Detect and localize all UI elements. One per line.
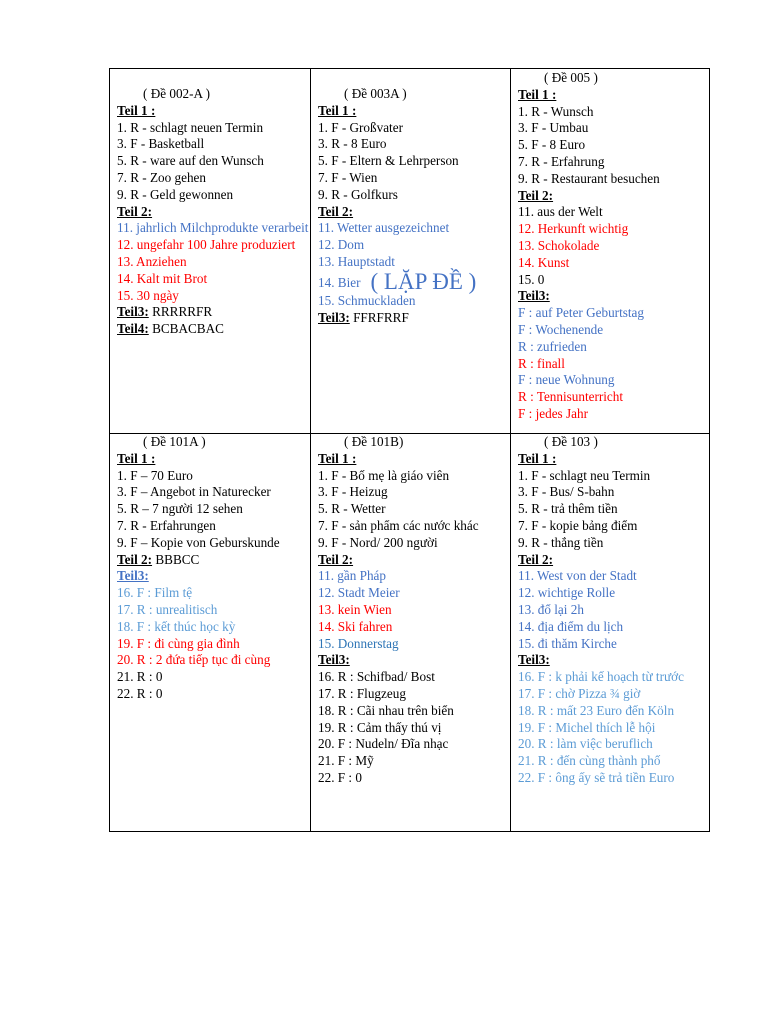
answer-text: 21. R : 0	[117, 669, 163, 685]
answer-text: R : Tennisunterricht	[518, 389, 624, 405]
section-label: Teil3:	[117, 304, 149, 320]
answer-line	[518, 406, 709, 423]
answer-text: F : neue Wohnung	[518, 372, 615, 388]
answer-line	[117, 468, 310, 485]
answer-text: 15. Donnerstag	[318, 635, 399, 651]
section-answers: RRRRRFR	[148, 304, 213, 320]
answer-line	[318, 170, 510, 187]
answer-text: 7. R - Zoo gehen	[117, 169, 206, 185]
answer-line	[117, 518, 310, 535]
answer-text: 5. R – 7 người 12 sehen	[117, 501, 243, 517]
answer-text: 18. F : kết thúc học kỳ	[117, 618, 236, 634]
answer-text: 20. R : 2 đứa tiếp tục đi cùng	[117, 652, 271, 668]
answer-line	[518, 255, 709, 272]
section-label: Teil 1 :	[117, 102, 156, 118]
answer-line	[117, 652, 310, 669]
answer-line	[318, 310, 510, 327]
answer-line	[518, 451, 709, 468]
answer-text: F : Wochenende	[518, 321, 604, 337]
answer-line	[518, 552, 709, 569]
answer-line	[117, 237, 310, 254]
answer-text: 14. địa điểm du lịch	[518, 618, 624, 634]
answer-text: 14. Bier	[318, 274, 361, 290]
exam-heading: ( Đề 101A )	[143, 434, 206, 449]
answer-text: 13. kein Wien	[318, 601, 392, 617]
answer-text: 1. F - Bố mẹ là giáo viên	[318, 467, 450, 483]
section-answers: BCBACBAC	[148, 321, 224, 337]
answer-text: 13. đổ lại 2h	[518, 601, 584, 617]
cell-de-103	[510, 433, 709, 831]
answer-text: 17. F : chờ Pizza ¾ giờ	[518, 685, 641, 701]
answer-line	[318, 736, 510, 753]
answer-text: 16. F : k phải kế hoạch từ trước	[518, 669, 684, 685]
answer-text: 18. R : Cãi nhau trên biển	[318, 702, 454, 718]
answer-text: 9. R - Restaurant besuchen	[518, 170, 660, 186]
answer-line	[518, 636, 709, 653]
answer-text: 19. F : đi cùng gia đình	[117, 635, 240, 651]
answer-text: 15. 0	[518, 271, 545, 287]
answer-line	[518, 137, 709, 154]
answer-text: 17. R : Flugzeug	[318, 685, 406, 701]
answer-text: 16. R : Schifbad/ Bost	[318, 669, 435, 685]
exam-heading: ( Đề 005 )	[544, 70, 598, 85]
answer-line	[117, 254, 310, 271]
answer-line	[318, 585, 510, 602]
answer-line	[318, 204, 510, 221]
section-label: Teil3:	[518, 288, 550, 304]
answer-line	[518, 372, 709, 389]
cell-de-002a	[110, 69, 310, 433]
answer-text: 15. Schmuckladen	[318, 292, 416, 308]
answer-text: 3. F - Bus/ S-bahn	[518, 484, 615, 500]
answer-text: 13. Hauptstadt	[318, 253, 395, 269]
section-label: Teil 1 :	[518, 450, 557, 466]
answer-line	[318, 552, 510, 569]
answer-line	[117, 484, 310, 501]
answer-line	[318, 518, 510, 535]
answer-text: 7. F - Wien	[318, 169, 378, 185]
answer-text: R : zufrieden	[518, 338, 587, 354]
answer-line	[518, 468, 709, 485]
answer-line	[518, 288, 709, 305]
answer-line	[518, 204, 709, 221]
answer-text: 9. F – Kopie von Geburskunde	[117, 534, 280, 550]
answer-text: 11. gần Pháp	[318, 568, 387, 584]
answer-line	[318, 619, 510, 636]
answer-line	[318, 484, 510, 501]
answer-line	[117, 288, 310, 305]
section-label: Teil 2:	[318, 551, 354, 567]
answer-line	[117, 535, 310, 552]
answer-line	[117, 552, 310, 569]
answer-text: 5. R - trả thêm tiền	[518, 501, 618, 517]
answer-text: 1. F – 70 Euro	[117, 467, 193, 483]
answer-line	[318, 720, 510, 737]
section-label: Teil 2:	[117, 551, 153, 567]
repeat-exam-note: ( LẶP ĐỀ )	[370, 268, 477, 294]
exam-heading: ( Đề 002-A )	[143, 86, 211, 101]
answer-line	[117, 304, 310, 321]
answer-line	[318, 770, 510, 787]
answer-line	[518, 104, 709, 121]
answer-line	[518, 770, 709, 787]
answer-line	[318, 753, 510, 770]
answer-line	[117, 602, 310, 619]
answer-line	[318, 220, 510, 237]
answer-text: 22. F : 0	[318, 769, 362, 785]
answer-line	[518, 585, 709, 602]
answer-line	[318, 268, 510, 294]
answer-line	[117, 220, 310, 237]
cell-de-101a	[110, 433, 310, 831]
answer-text: 19. F : Michel thích lễ hội	[518, 719, 656, 735]
section-label: Teil3:	[117, 568, 149, 584]
answer-text: 13. Anziehen	[117, 253, 187, 269]
answer-line	[518, 120, 709, 137]
answer-key-table	[109, 68, 710, 832]
answer-text: 7. R - Erfahrungen	[117, 517, 216, 533]
answer-text: 7. R - Erfahrung	[518, 153, 605, 169]
answer-line	[518, 736, 709, 753]
answer-line	[518, 154, 709, 171]
cell-de-005	[510, 69, 709, 433]
exam-heading: ( Đề 103 )	[544, 434, 598, 449]
exam-heading: ( Đề 101B)	[344, 434, 404, 449]
answer-line	[117, 170, 310, 187]
answer-text: 11. West von der Stadt	[518, 568, 637, 584]
section-label: Teil 2:	[518, 551, 554, 567]
section-label: Teil 2:	[318, 203, 354, 219]
answer-line	[518, 753, 709, 770]
section-label: Teil3:	[318, 652, 350, 668]
answer-line	[318, 468, 510, 485]
answer-line	[318, 120, 510, 137]
answer-line	[518, 484, 709, 501]
answer-line	[518, 322, 709, 339]
answer-line	[117, 636, 310, 653]
answer-line	[117, 501, 310, 518]
answer-text: 12. wichtige Rolle	[518, 585, 616, 601]
answer-line	[117, 321, 310, 338]
section-label: Teil 1 :	[518, 86, 557, 102]
answer-text: F : auf Peter Geburtstag	[518, 305, 644, 321]
answer-line	[318, 103, 510, 120]
answer-line	[318, 136, 510, 153]
answer-line	[518, 356, 709, 373]
answer-line	[518, 305, 709, 322]
answer-text: 9. R - Golfkurs	[318, 186, 398, 202]
cell-de-003a	[310, 69, 510, 433]
answer-text: 17. R : unrealitisch	[117, 601, 218, 617]
answer-line	[518, 602, 709, 619]
answer-text: 7. F - sản phẩm các nước khác	[318, 517, 479, 533]
section-label: Teil 2:	[117, 203, 153, 219]
answer-line	[318, 293, 510, 310]
answer-line	[518, 221, 709, 238]
answer-text: F : jedes Jahr	[518, 405, 588, 421]
answer-line	[318, 451, 510, 468]
answer-line	[518, 171, 709, 188]
answer-line	[518, 568, 709, 585]
answer-text: 12. ungefahr 100 Jahre produziert	[117, 237, 296, 253]
answer-text: 14. Kunst	[518, 254, 570, 270]
answer-line	[318, 535, 510, 552]
answer-line	[318, 501, 510, 518]
section-label: Teil 1 :	[318, 450, 357, 466]
answer-line	[318, 153, 510, 170]
answer-line	[518, 652, 709, 669]
section-label: Teil3:	[518, 652, 550, 668]
answer-text: 21. R : đến cùng thành phố	[518, 753, 661, 769]
answer-text: 1. F - Großvater	[318, 119, 403, 135]
answer-line	[117, 153, 310, 170]
answer-line	[117, 103, 310, 120]
answer-line	[518, 389, 709, 406]
answer-text: 19. R : Cảm thấy thú vị	[318, 719, 442, 735]
answer-text: 5. F - 8 Euro	[518, 137, 586, 153]
answer-text: 18. R : mất 23 Euro đến Köln	[518, 702, 675, 718]
answer-text: 1. R - schlagt neuen Termin	[117, 119, 264, 135]
answer-line	[518, 703, 709, 720]
answer-line	[117, 619, 310, 636]
answer-text: 3. F - Umbau	[518, 120, 589, 136]
section-label: Teil 1 :	[318, 102, 357, 118]
answer-text: 11. Wetter ausgezeichnet	[318, 220, 450, 236]
section-label: Teil 1 :	[117, 450, 156, 466]
answer-text: 16. F : Film tệ	[117, 585, 193, 601]
section-answers: BBBCC	[152, 551, 200, 567]
answer-text: 9. R - Geld gewonnen	[117, 186, 234, 202]
answer-line	[518, 339, 709, 356]
answer-text: 3. F - Heizug	[318, 484, 388, 500]
answer-line	[318, 602, 510, 619]
answer-line	[318, 669, 510, 686]
answer-line	[318, 636, 510, 653]
answer-line	[518, 686, 709, 703]
answer-text: 15. đi thăm Kirche	[518, 635, 617, 651]
answer-text: 14. Ski fahren	[318, 618, 393, 634]
answer-line	[318, 703, 510, 720]
exam-heading: ( Đề 003A )	[344, 86, 407, 101]
answer-line	[318, 686, 510, 703]
answer-text: 5. R - Wetter	[318, 501, 386, 517]
answer-text: 7. F - kopie bảng điểm	[518, 517, 638, 533]
answer-text: 22. F : ông ấy sẽ trả tiền Euro	[518, 769, 675, 785]
answer-line	[518, 238, 709, 255]
answer-text: 13. Schokolade	[518, 237, 600, 253]
answer-text: 12. Herkunft wichtig	[518, 221, 629, 237]
answer-text: 20. F : Nudeln/ Đĩa nhạc	[318, 736, 449, 752]
answer-text: 20. R : làm việc beruflich	[518, 736, 653, 752]
answer-text: 3. F – Angebot in Naturecker	[117, 484, 271, 500]
answer-text: 5. R - ware auf den Wunsch	[117, 153, 264, 169]
answer-line	[318, 652, 510, 669]
section-answers: FFRFRRF	[349, 309, 409, 325]
section-label: Teil 2:	[518, 187, 554, 203]
answer-text: 1. R - Wunsch	[518, 103, 594, 119]
answer-line	[518, 501, 709, 518]
answer-line	[117, 271, 310, 288]
section-label: Teil4:	[117, 321, 149, 337]
section-label: Teil3:	[318, 309, 350, 325]
answer-text: 21. F : Mỹ	[318, 753, 374, 769]
answer-line	[117, 568, 310, 585]
answer-line	[318, 187, 510, 204]
answer-text: 3. F - Basketball	[117, 136, 205, 152]
answer-text: 1. F - schlagt neu Termin	[518, 467, 651, 483]
answer-text: 15. 30 ngày	[117, 287, 179, 303]
answer-text: 12. Dom	[318, 237, 365, 253]
answer-line	[518, 669, 709, 686]
answer-line	[117, 686, 310, 703]
answer-line	[117, 451, 310, 468]
answer-text: 11. jahrlich Milchprodukte verarbeit	[117, 220, 309, 236]
answer-text: 9. R - thắng tiền	[518, 534, 604, 550]
answer-line	[518, 619, 709, 636]
answer-line	[518, 188, 709, 205]
answer-line	[518, 720, 709, 737]
answer-text: 3. R - 8 Euro	[318, 136, 387, 152]
answer-text: 22. R : 0	[117, 685, 163, 701]
answer-text: 12. Stadt Meier	[318, 585, 400, 601]
answer-line	[117, 120, 310, 137]
answer-text: R : finall	[518, 355, 565, 371]
answer-line	[518, 518, 709, 535]
answer-line	[318, 568, 510, 585]
answer-line	[518, 272, 709, 289]
answer-line	[117, 669, 310, 686]
answer-line	[117, 187, 310, 204]
answer-line	[117, 136, 310, 153]
answer-text: 11. aus der Welt	[518, 204, 603, 220]
answer-line	[518, 87, 709, 104]
answer-text: 9. F - Nord/ 200 người	[318, 534, 438, 550]
cell-de-101b	[310, 433, 510, 831]
answer-text: 5. F - Eltern & Lehrperson	[318, 153, 459, 169]
answer-text: 14. Kalt mit Brot	[117, 270, 208, 286]
answer-line	[117, 204, 310, 221]
answer-line	[518, 535, 709, 552]
answer-line	[318, 237, 510, 254]
answer-line	[117, 585, 310, 602]
